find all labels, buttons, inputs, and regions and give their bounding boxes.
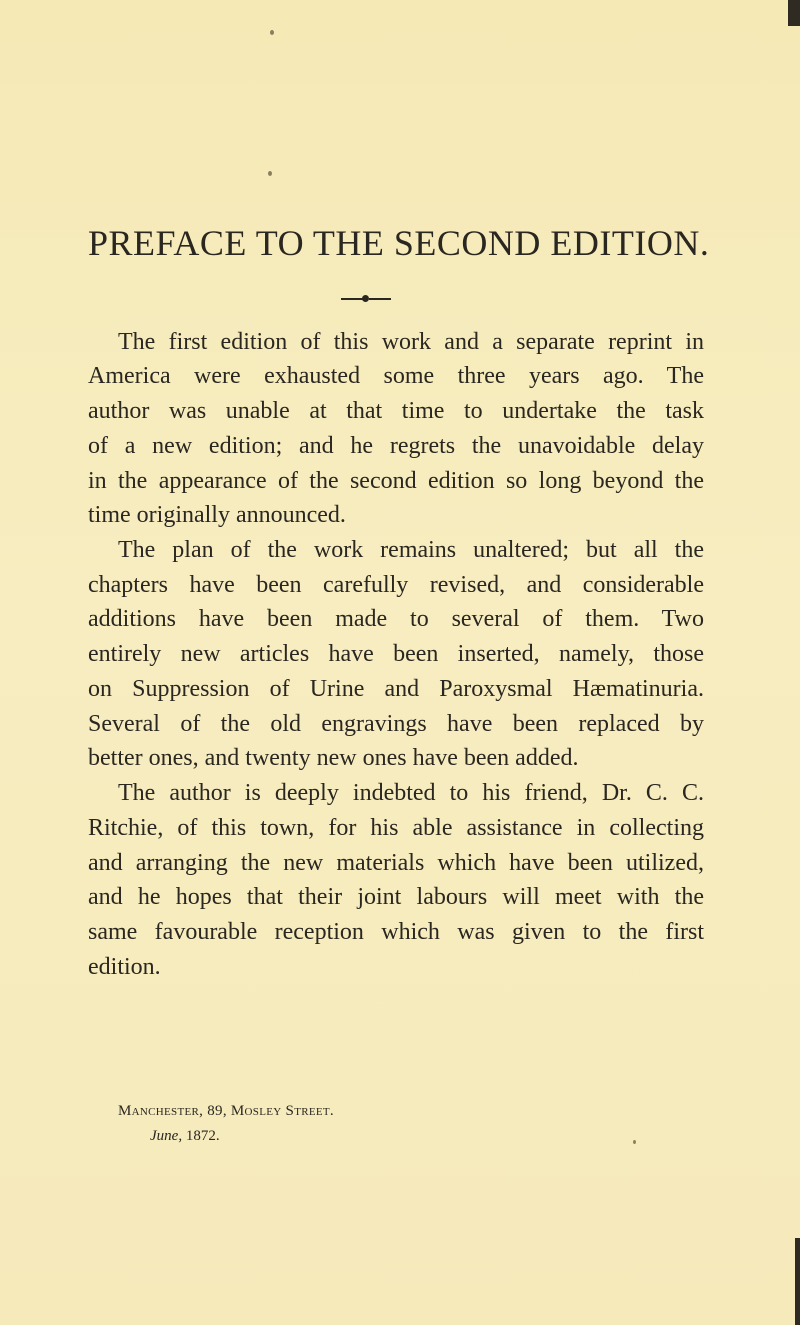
text-line: on Suppression of Urine and Paroxysmal Hæmatinuria.	[88, 676, 704, 702]
text-line: additions have been made to several of them. Two	[88, 606, 704, 632]
paper-speck	[270, 30, 274, 35]
signature-date	[150, 1128, 220, 1145]
text-line: same favourable reception which was given to the first	[88, 919, 704, 945]
text-line: Several of the old engravings have been replaced by	[88, 711, 704, 737]
text-line: Ritchie, of this town, for his able assistance in collecting	[88, 815, 704, 841]
page-title: PREFACE TO THE SECOND EDITION.	[88, 223, 710, 263]
signature-year: 1872.	[185, 1128, 220, 1144]
text-line: author was unable at that time to undertake the task	[88, 398, 704, 424]
signature-place-text: Manchester, 89, Mosley Street.	[118, 1103, 334, 1119]
text-line: The plan of the work remains unaltered; but all the	[118, 537, 704, 563]
text-line: time originally announced.	[88, 502, 346, 528]
page-edge-shadow-top	[788, 0, 800, 26]
text-line: entirely new articles have been inserted, namely, those	[88, 641, 704, 667]
paper-speck	[268, 171, 272, 176]
text-line: and he hopes that their joint labours will meet with the	[88, 884, 704, 910]
text-line: The author is deeply indebted to his friend, Dr. C. C.	[118, 780, 704, 806]
signature-month: June,	[150, 1128, 183, 1144]
text-line: better ones, and twenty new ones have been added.	[88, 745, 579, 771]
page-edge-shadow-bottom	[795, 1238, 800, 1325]
text-line: in the appearance of the second edition so long beyond the	[88, 468, 704, 494]
text-line: and arranging the new materials which have been utilized,	[88, 850, 704, 876]
text-line: chapters have been carefully revised, and considerable	[88, 572, 704, 598]
text-line: of a new edition; and he regrets the unavoidable delay	[88, 433, 704, 459]
signature-place	[118, 1103, 334, 1120]
text-line: edition.	[88, 954, 161, 980]
paper-speck	[633, 1140, 636, 1144]
text-line: America were exhausted some three years ago. The	[88, 363, 704, 389]
text-line: The first edition of this work and a separate reprint in	[118, 329, 704, 355]
title-ornament	[341, 294, 391, 304]
